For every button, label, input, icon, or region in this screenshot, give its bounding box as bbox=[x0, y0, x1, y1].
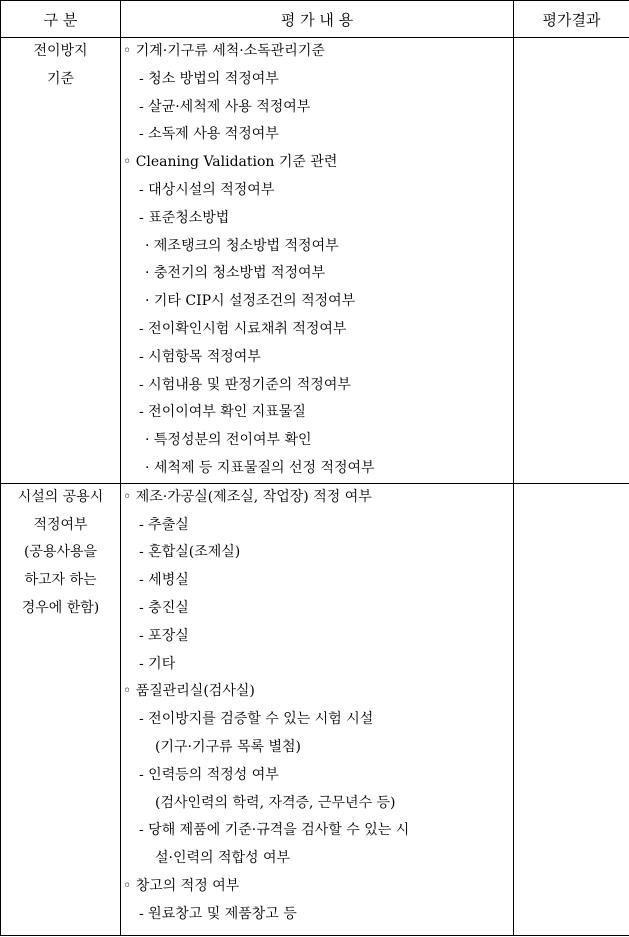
content-line: - 살균·세척제 사용 적정여부 bbox=[139, 98, 311, 115]
content-line: - 전이확인시험 시료채취 적정여부 bbox=[139, 320, 347, 337]
category-line: 전이방지 bbox=[33, 43, 88, 59]
content-line: - 포장실 bbox=[139, 627, 189, 644]
category-line: 경우에 한함) bbox=[21, 599, 100, 616]
category-line: 기준 bbox=[46, 70, 75, 87]
section-category bbox=[1, 38, 121, 484]
content-line: - 충진실 bbox=[139, 599, 189, 616]
content-line: - 청소 방법의 적정여부 bbox=[139, 70, 279, 87]
section-row-shared-facility bbox=[1, 483, 629, 935]
section-category bbox=[1, 483, 121, 935]
header-category: 구 분 bbox=[1, 1, 121, 38]
content-line: - 전이방지를 검증할 수 있는 시험 시설 bbox=[139, 711, 374, 728]
section-result bbox=[514, 483, 629, 935]
category-line: (공용사용을 bbox=[23, 544, 98, 561]
category-line: 하고자 하는 bbox=[24, 572, 97, 589]
content-line: - 당해 제품에 기준·규격을 검사할 수 있는 시 bbox=[139, 822, 410, 839]
content-line: ◦ 창고의 적정 여부 bbox=[123, 877, 240, 894]
content-line: - 기타 bbox=[139, 655, 176, 672]
content-line: ◦ 품질관리실(검사실) bbox=[123, 683, 255, 700]
content-line: ◦ 제조·가공실(제조실, 작업장) 적정 여부 bbox=[123, 488, 372, 505]
content-line: - 인력등의 적정성 여부 bbox=[139, 766, 279, 783]
content-lines bbox=[121, 38, 513, 483]
header-result: 평가결과 bbox=[514, 1, 629, 38]
content-line: · 제조탱크의 청소방법 적정여부 bbox=[145, 237, 339, 254]
content-line: - 원료창고 및 제품창고 등 bbox=[139, 905, 297, 922]
content-line: - 시험항목 적정여부 bbox=[139, 348, 261, 365]
content-line: - 추출실 bbox=[139, 516, 189, 533]
content-line: 설·인력의 적합성 여부 bbox=[155, 850, 291, 867]
category-line: 적정여부 bbox=[33, 516, 88, 533]
content-line: - 전이이여부 확인 지표물질 bbox=[139, 404, 306, 421]
content-line: · 세척제 등 지표물질의 선정 적정여부 bbox=[145, 459, 375, 476]
category-line: 시설의 공용시 bbox=[17, 488, 104, 505]
content-line: (기구·기구류 목록 별첨) bbox=[155, 738, 301, 755]
header-row bbox=[1, 1, 629, 38]
section-content bbox=[121, 38, 514, 484]
content-line: - 시험내용 및 판정기준의 적정여부 bbox=[139, 376, 351, 393]
section-content bbox=[121, 483, 514, 935]
section-result bbox=[514, 38, 629, 484]
content-line: - 표준청소방법 bbox=[139, 209, 230, 226]
content-line: · 충전기의 청소방법 적정여부 bbox=[145, 265, 326, 282]
content-lines bbox=[121, 484, 513, 929]
content-line: - 소독제 사용 적정여부 bbox=[139, 126, 279, 143]
content-line: - 혼합실(조제실) bbox=[139, 544, 241, 561]
section-row-transfer-prevention bbox=[1, 38, 629, 484]
content-line: ◦ 기계·기구류 세척·소독관리기준 bbox=[123, 43, 325, 59]
content-line: - 대상시설의 적정여부 bbox=[139, 181, 275, 198]
content-line: ◦ Cleaning Validation 기준 관련 bbox=[123, 154, 338, 171]
content-line: · 기타 CIP시 설정조건의 적정여부 bbox=[145, 293, 356, 310]
content-line: (검사인력의 학력, 자격증, 근무년수 등) bbox=[155, 794, 396, 811]
content-line: - 세병실 bbox=[139, 572, 189, 589]
header-content: 평 가 내 용 bbox=[121, 1, 514, 38]
content-line: · 특정성분의 전이여부 확인 bbox=[145, 432, 312, 449]
